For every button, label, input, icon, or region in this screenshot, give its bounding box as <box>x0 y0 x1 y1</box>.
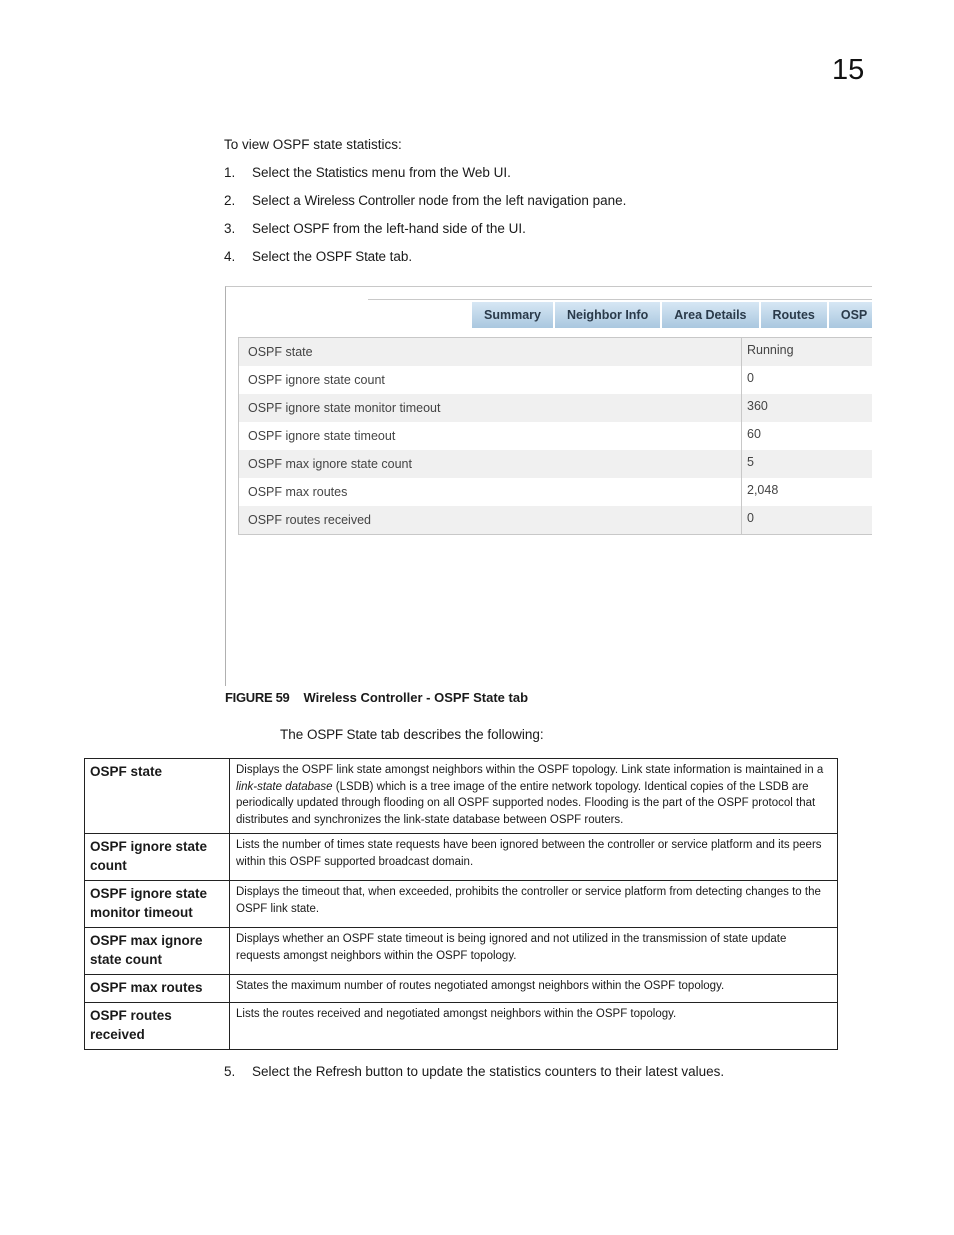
definition-term: OSPF ignore state monitor timeout <box>85 881 230 928</box>
step-number: 3. <box>224 221 236 236</box>
figure-label: FIGURE 59 <box>225 690 290 705</box>
row-value: 60 <box>747 427 761 441</box>
table-row <box>239 478 872 506</box>
definition-term: OSPF max routes <box>85 975 230 1003</box>
ui-term: OSPF State <box>307 727 378 742</box>
row-value: 5 <box>747 455 754 469</box>
tab-ospf-state[interactable]: OSP <box>829 302 872 328</box>
row-value: Running <box>747 343 794 357</box>
row-label: OSPF max routes <box>239 478 742 506</box>
definition-desc: States the maximum number of routes negotiated amongst neighbors within the OSPF topology. <box>230 975 838 1003</box>
definition-desc: Displays the timeout that, when exceeded, prohibits the controller or service platform from detecting changes to the OSPF link state. <box>230 881 838 928</box>
step-number: 2. <box>224 193 236 208</box>
intro-text: To view OSPF state statistics: <box>224 137 402 152</box>
step-item <box>224 1064 725 1079</box>
step-text: Select a Wireless Controller node from the left navigation pane. <box>252 193 627 208</box>
step-text: Select the Refresh button to update the statistics counters to their latest values. <box>252 1064 725 1079</box>
definition-term: OSPF routes received <box>85 1003 230 1050</box>
definitions-table <box>84 758 838 1050</box>
step-number: 1. <box>224 165 236 180</box>
table-row <box>239 338 872 366</box>
describes-text: The OSPF State tab describes the following: <box>280 727 544 742</box>
definition-term: OSPF max ignore state count <box>85 928 230 975</box>
ui-term: OSPF <box>293 221 330 236</box>
row-label: OSPF ignore state count <box>239 366 742 394</box>
step-number: 5. <box>224 1064 236 1079</box>
table-row <box>85 975 838 1003</box>
row-label: OSPF ignore state monitor timeout <box>239 394 742 422</box>
table-row <box>239 422 872 450</box>
table-row <box>239 506 872 534</box>
tab-bar <box>472 302 872 328</box>
definition-desc: Displays the OSPF link state amongst neighbors within the OSPF topology. Link state information is maintained in a link-state database (LSDB) which is a tree image of the entire network topology. Identical copies of the LSDB are periodically updated through flooding on all OSPF supported nodes. Flooding is the part of the OSPF protocol that distributes and synchronizes the link-state database between OSPF routers. <box>230 759 838 834</box>
table-row <box>85 881 838 928</box>
table-row <box>85 1003 838 1050</box>
row-label: OSPF ignore state timeout <box>239 422 742 450</box>
ui-term: Statistics <box>315 165 368 180</box>
ospf-state-grid <box>238 337 872 535</box>
step-text: Select the Statistics menu from the Web UI. <box>252 165 511 180</box>
divider <box>368 299 872 300</box>
row-value: 2,048 <box>747 483 779 497</box>
ui-term: Refresh <box>315 1064 362 1079</box>
row-value: 0 <box>747 371 754 385</box>
table-row <box>239 366 872 394</box>
definition-term: OSPF state <box>85 759 230 834</box>
chapter-number: 15 <box>832 54 865 86</box>
table-row <box>85 834 838 881</box>
tab-summary[interactable]: Summary <box>472 302 555 328</box>
ui-term: OSPF State <box>315 249 386 264</box>
table-row <box>85 759 838 834</box>
tab-area-details[interactable]: Area Details <box>662 302 760 328</box>
figure-title: Wireless Controller - OSPF State tab <box>303 690 529 705</box>
ui-term: Wireless Controller <box>304 193 415 208</box>
figure-caption <box>225 690 528 705</box>
tab-routes[interactable]: Routes <box>761 302 829 328</box>
step-number: 4. <box>224 249 236 264</box>
definition-term: OSPF ignore state count <box>85 834 230 881</box>
definition-desc: Displays whether an OSPF state timeout is being ignored and not utilized in the transmission of state update requests amongst neighbors within the OSPF topology. <box>230 928 838 975</box>
row-label: OSPF routes received <box>239 506 742 534</box>
table-row <box>239 450 872 478</box>
table-row <box>239 394 872 422</box>
row-value: 0 <box>747 511 754 525</box>
table-row <box>85 928 838 975</box>
tab-neighbor-info[interactable]: Neighbor Info <box>555 302 662 328</box>
definition-desc: Lists the number of times state requests have been ignored between the controller or service platform and its peers within this OSPF supported broadcast domain. <box>230 834 838 881</box>
definition-desc: Lists the routes received and negotiated amongst neighbors within the OSPF topology. <box>230 1003 838 1050</box>
step-text: Select OSPF from the left-hand side of the UI. <box>252 221 526 236</box>
row-label: OSPF max ignore state count <box>239 450 742 478</box>
row-label: OSPF state <box>239 338 742 366</box>
row-value: 360 <box>747 399 768 413</box>
step-text: Select the OSPF State tab. <box>252 249 413 264</box>
ospf-state-screenshot <box>225 286 872 686</box>
